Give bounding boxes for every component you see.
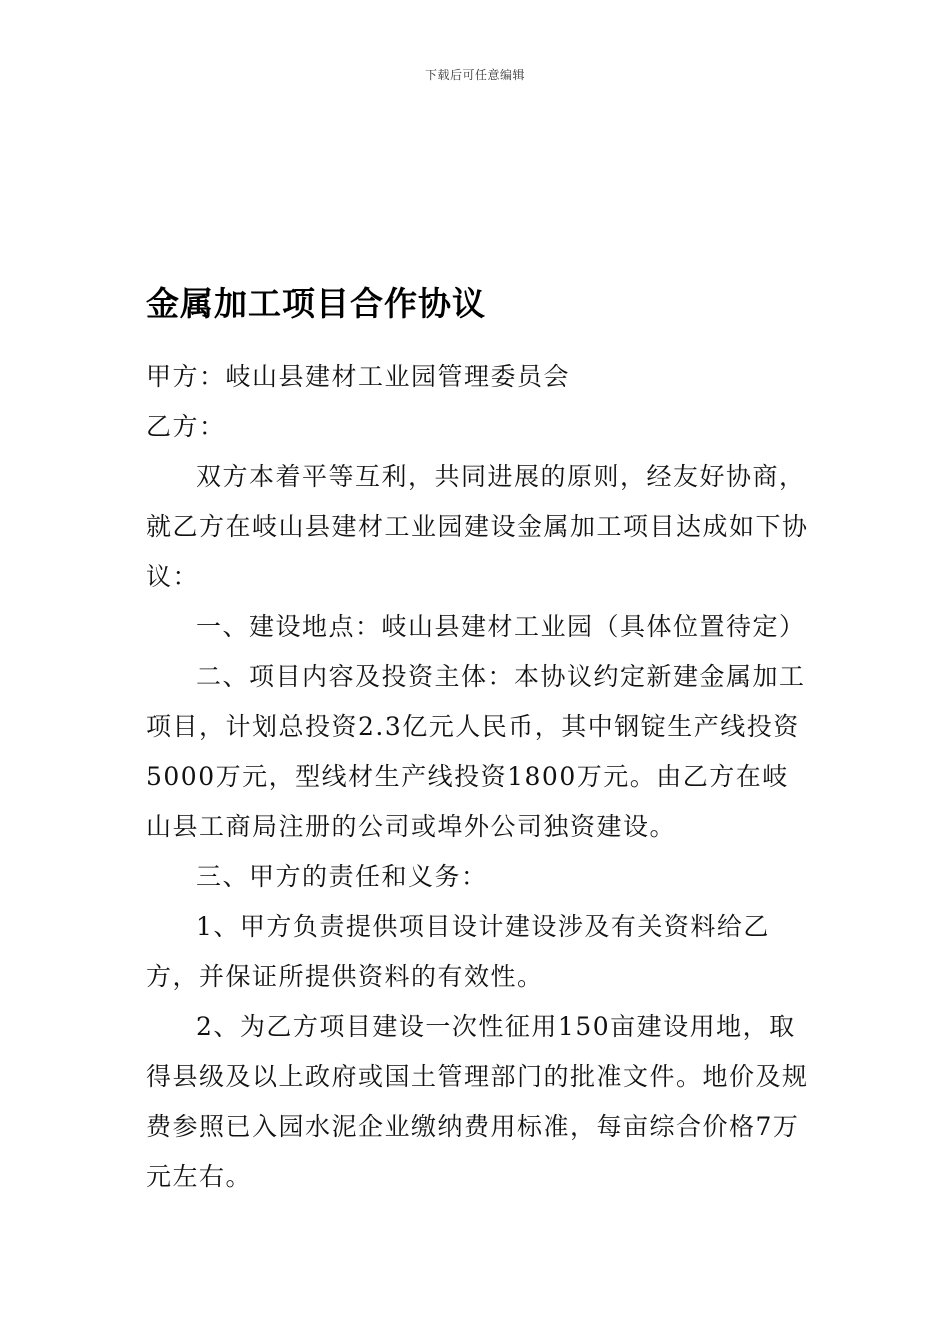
party-a-line: 甲方：岐山县建材工业园管理委员会 <box>146 362 571 391</box>
preamble-paragraph: 双方本着平等互利，共同进展的原则，经友好协商，就乙方在岐山县建材工业园建设金属加工项目达成如下协议： <box>146 462 809 591</box>
header-note: 下载后可任意编辑 <box>424 68 525 82</box>
clause-project-content: 二、项目内容及投资主体：本协议约定新建金属加工项目，计划总投资2.3亿元人民币，其中钢锭生产线投资5000万元，型线材生产线投资1800万元。由乙方在岐山县工商局注册的公司或埠外公司独资建设。 <box>146 662 806 841</box>
party-b-line: 乙方： <box>146 412 226 441</box>
document-body <box>146 352 810 1202</box>
clause-party-a-duties: 三、甲方的责任和义务： <box>196 862 488 891</box>
clause-location: 一、建设地点：岐山县建材工业园（具体位置待定） <box>196 612 806 641</box>
duty-item-1: 1、甲方负责提供项目设计建设涉及有关资料给乙方，并保证所提供资料的有效性。 <box>146 912 770 991</box>
document-title: 金属加工项目合作协议 <box>146 284 486 323</box>
duty-item-2: 2、为乙方项目建设一次性征用150亩建设用地，取得县级及以上政府或国土管理部门的批准文件。地价及规费参照已入园水泥企业缴纳费用标准，每亩综合价格7万元左右。 <box>146 1012 809 1191</box>
